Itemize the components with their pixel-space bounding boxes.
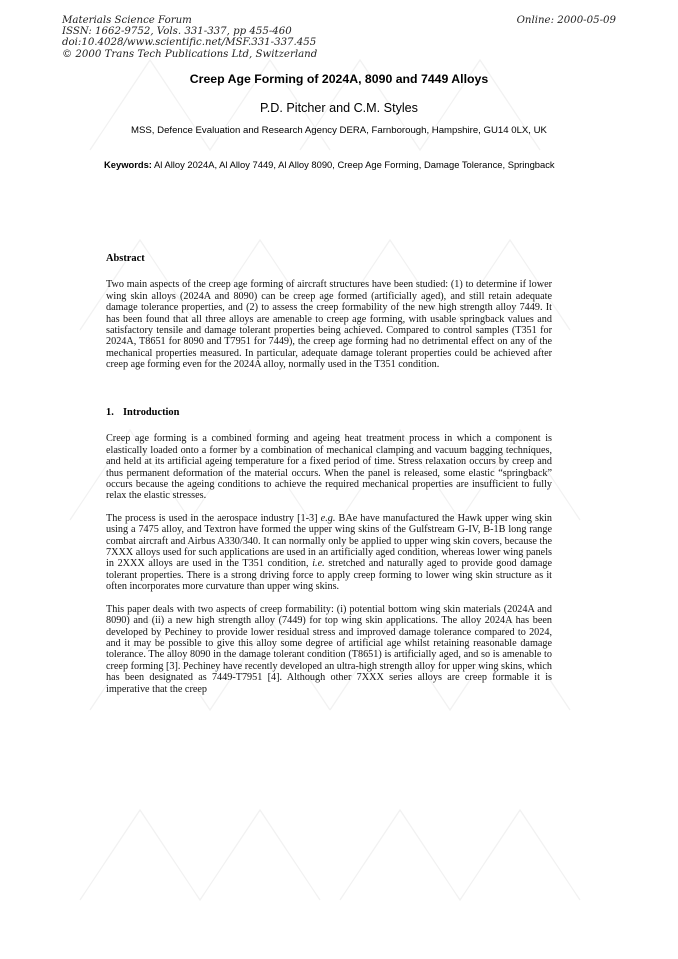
abstract-section <box>106 253 552 371</box>
abstract-text: Two main aspects of the creep age forming of aircraft structures have been studied: (1) to determine if lower wing skin alloys (2024A and 8090) can be creep age formed (artificially aged), and still retain adequate damage tolerance properties, and (2) to assess the creep formability of the new high strength alloy 7449. It has been found that all three alloys are amenable to creep age forming, with usable springback values and satisfactory tensile and damage tolerant properties being achieved. Compared to control samples (T351 for 2024A, T8651 for 8090 and T7951 for 7449), the creep age forming had no detrimental effect on any of the mechanical properties measured. In particular, adequate damage tolerant properties could be achieved after creep age forming even for the 2024A alloy, normally used in the T351 condition. <box>106 279 552 371</box>
intro-p2-part-a: The process is used in the aerospace industry [1-3] <box>106 512 321 524</box>
journal-header <box>62 15 317 60</box>
copyright-line: © 2000 Trans Tech Publications Ltd, Switzerland <box>62 48 318 60</box>
issn-line: ISSN: 1662-9752, Vols. 331-337, pp 455-460 <box>62 26 292 38</box>
introduction-heading <box>106 407 552 418</box>
introduction-section <box>106 407 552 695</box>
intro-p2-ie: i.e. <box>312 558 325 570</box>
intro-paragraph-1: Creep age forming is a combined forming and ageing heat treatment process in which a component is elastically loaded onto a former by a combination of mechanical clamping and vacuum bagging techniques, and held at its artificial ageing temperature for a fixed period of time. Stress relaxation occurs by creep and thus permanent deformation of the material occurs. When the panel is released, some elastic “springback” occurs because the ageing conditions to achieve the required mechanical properties are insufficient to fully relax the elastic stresses. <box>106 433 552 502</box>
intro-p2-eg: e.g. <box>320 512 336 524</box>
intro-paragraph-2 <box>106 513 552 593</box>
intro-paragraph-3: This paper deals with two aspects of creep formability: (i) potential bottom wing skin materials (2024A and 8090) and (ii) a new high strength alloy (7449) for top wing skin applications. The alloy 2024A has been developed by Pechiney to provide lower residual stress and improved damage tolerance compared to 2024, and it may be possible to give this alloy some degree of artificial age whilst retaining reasonable damage tolerance. The alloy 8090 in the damage tolerant condition (T8651) is artificially aged, and so is amenable to creep forming [3]. Pechiney have recently developed an ultra-high strength alloy for upper wing skins, which has been designated as 7449-T7951 [4]. Although other 7XXX series alloys are creep formable it is imperative that the creep <box>106 603 552 695</box>
paper-authors: P.D. Pitcher and C.M. Styles <box>260 101 418 115</box>
section-title: Introduction <box>123 407 180 418</box>
journal-name: Materials Science Forum <box>62 15 192 26</box>
doi-line[interactable]: doi:10.4028/www.scientific.net/MSF.331-337.455 <box>62 37 317 49</box>
keywords <box>104 159 564 171</box>
intro-p2-part-b: BAe have manufactured the Hawk upper wing skin using a 7475 alloy, and Textron have formed the upper wing skins of the Gulfstream G-IV, B-1B long range combat aircraft and Airbus A330/340. It can normally only be applied to upper wing skin covers, because the 7XXX alloys used for such applications are used in an artificially aged condition, whereas lower wing panels in 2XXX alloys are used in the T351 condition, <box>106 512 552 570</box>
keywords-text: Al Alloy 2024A, Al Alloy 7449, Al Alloy 8090, Creep Age Forming, Damage Tolerance, Springback <box>151 159 555 170</box>
abstract-heading: Abstract <box>106 253 145 264</box>
intro-p2-part-c: stretched and naturally aged to provide good damage tolerant properties. There is a strong driving force to apply creep forming to lower wing skin structure as it often incorporates more curvature than upper wing skins. <box>106 558 552 593</box>
affiliation: MSS, Defence Evaluation and Research Agency DERA, Farnborough, Hampshire, GU14 0LX, UK <box>131 125 547 136</box>
section-number: 1. <box>106 407 114 418</box>
online-date: Online: 2000-05-09 <box>516 15 616 26</box>
paper-title: Creep Age Forming of 2024A, 8090 and 7449 Alloys <box>189 72 489 86</box>
keywords-label: Keywords: <box>104 159 152 170</box>
